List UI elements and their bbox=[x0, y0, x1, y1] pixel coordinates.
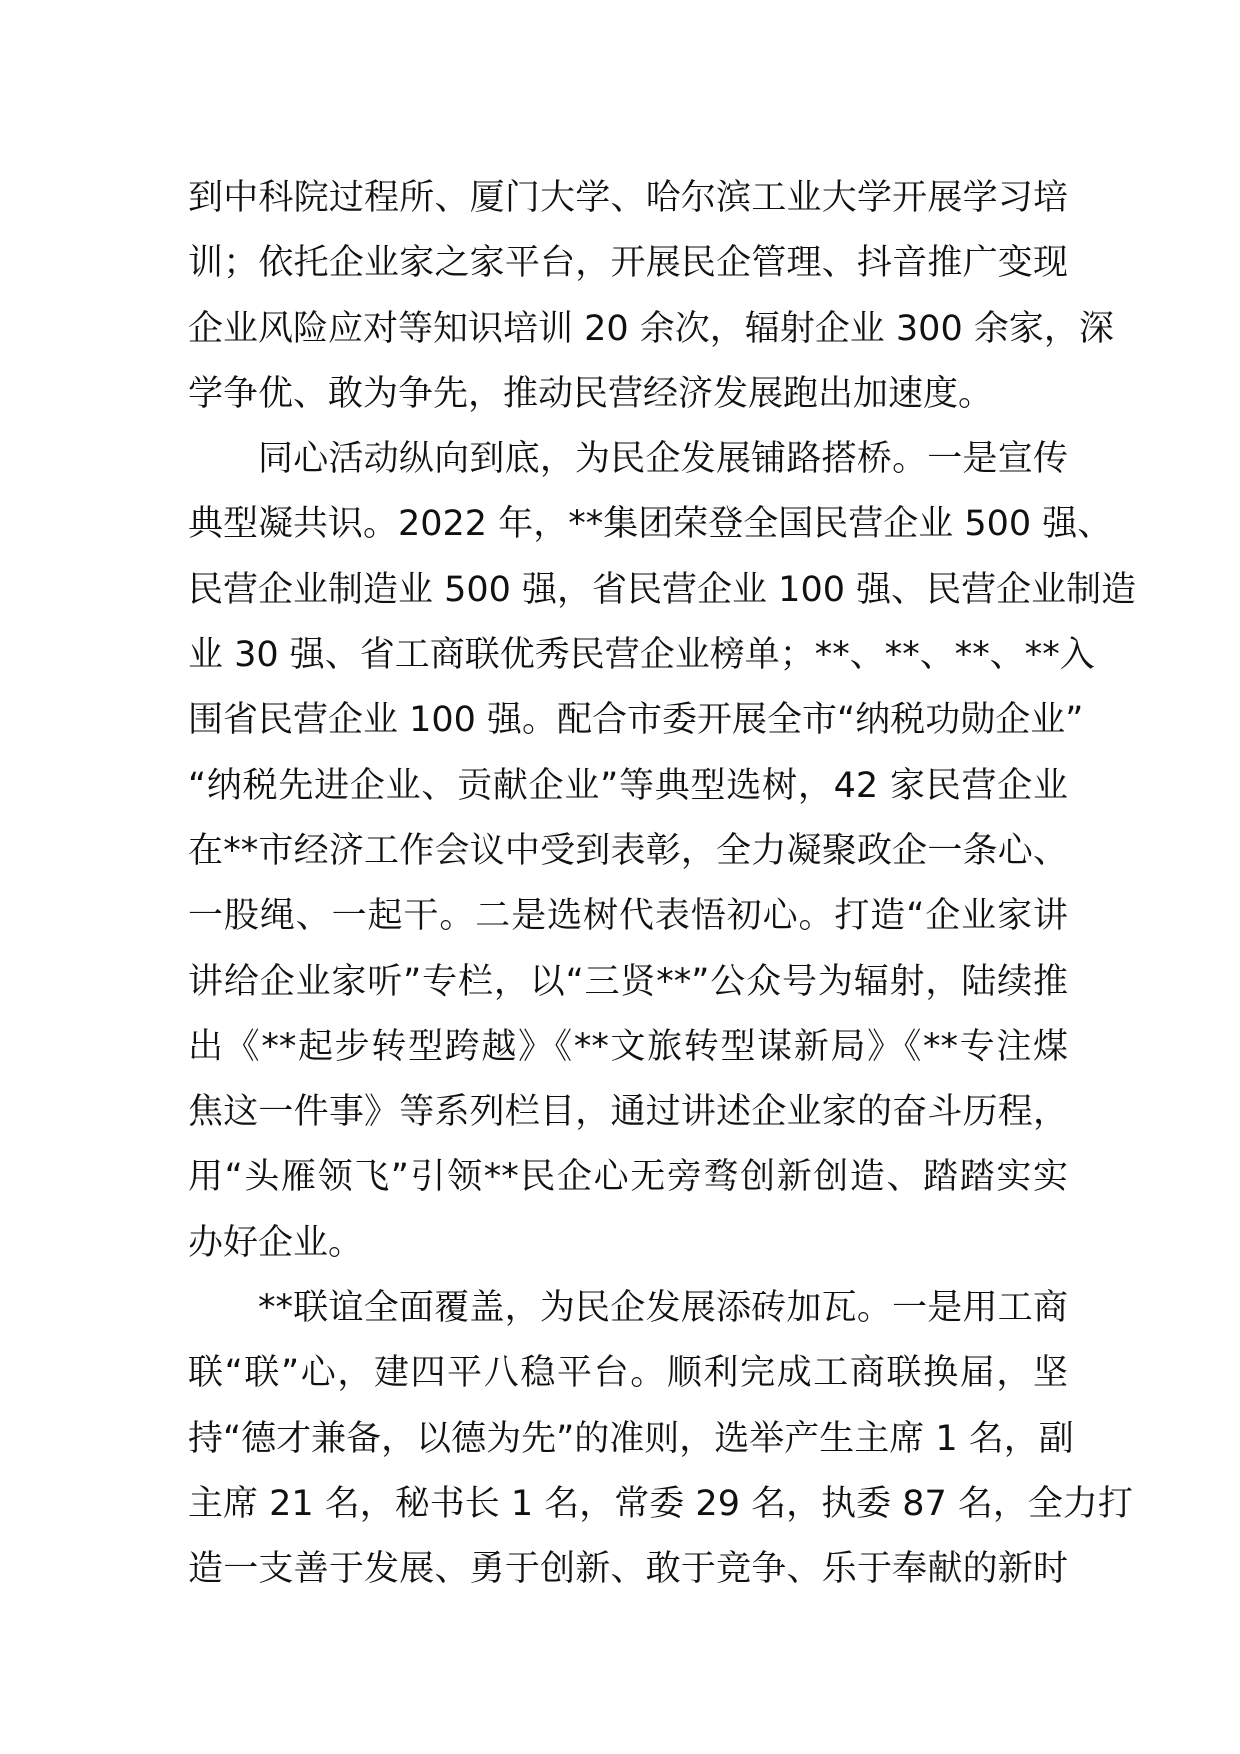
text-line: 民营企业制造业 500 强，省民营企业 100 强、民营企业制造 bbox=[188, 569, 1137, 610]
text-line: 焦这一件事》等系列栏目，通过讲述企业家的奋斗历程， bbox=[188, 1092, 1068, 1133]
text-line: 出《**起步转型跨越》《**文旅转型谋新局》《**专注煤 bbox=[188, 1026, 1068, 1067]
paragraph-start-line: 同心活动纵向到底，为民企发展铺路搭桥。一是宣传 bbox=[258, 439, 1068, 480]
text-line: 学争优、敢为争先，推动民营经济发展跑出加速度。 bbox=[188, 373, 994, 414]
document-body bbox=[188, 166, 1137, 1603]
text-line: 用“头雁领飞”引领**民企心无旁骛创新创造、踏踏实实 bbox=[188, 1157, 1068, 1198]
text-line: 典型凝共识。2022 年，**集团荣登全国民营企业 500 强、 bbox=[188, 504, 1113, 545]
text-line: “纳税先进企业、贡献企业”等典型选树，42 家民营企业 bbox=[188, 765, 1068, 806]
text-line: 造一支善于发展、勇于创新、敢于竞争、乐于奉献的新时 bbox=[188, 1549, 1068, 1590]
text-line: 业 30 强、省工商联优秀民营企业榜单；**、**、**、**入 bbox=[188, 635, 1095, 676]
text-line: 到中科院过程所、厦门大学、哈尔滨工业大学开展学习培 bbox=[188, 178, 1068, 218]
text-line: 讲给企业家听”专栏，以“三贤**”公众号为辐射，陆续推 bbox=[188, 961, 1068, 1002]
text-line: 训；依托企业家之家平台，开展民企管理、抖音推广变现 bbox=[188, 243, 1068, 284]
text-line: 办好企业。 bbox=[188, 1222, 364, 1263]
text-line: 围省民营企业 100 强。配合市委开展全市“纳税功勋企业” bbox=[188, 700, 1084, 741]
text-line: 持“德才兼备，以德为先”的准则，选举产生主席 1 名，副 bbox=[188, 1418, 1074, 1459]
text-line: 企业风险应对等知识培训 20 余次，辐射企业 300 余家，深 bbox=[188, 308, 1114, 349]
text-line: 在**市经济工作会议中受到表彰，全力凝聚政企一条心、 bbox=[188, 830, 1068, 871]
text-line: 一股绳、一起干。二是选树代表悟初心。打造“企业家讲 bbox=[188, 896, 1068, 937]
paragraph-start-line: **联谊全面覆盖，为民企发展添砖加瓦。一是用工商 bbox=[258, 1288, 1068, 1329]
text-line: 联“联”心，建四平八稳平台。顺利完成工商联换届，坚 bbox=[188, 1353, 1068, 1394]
text-line: 主席 21 名，秘书长 1 名，常委 29 名，执委 87 名，全力打 bbox=[188, 1483, 1133, 1524]
